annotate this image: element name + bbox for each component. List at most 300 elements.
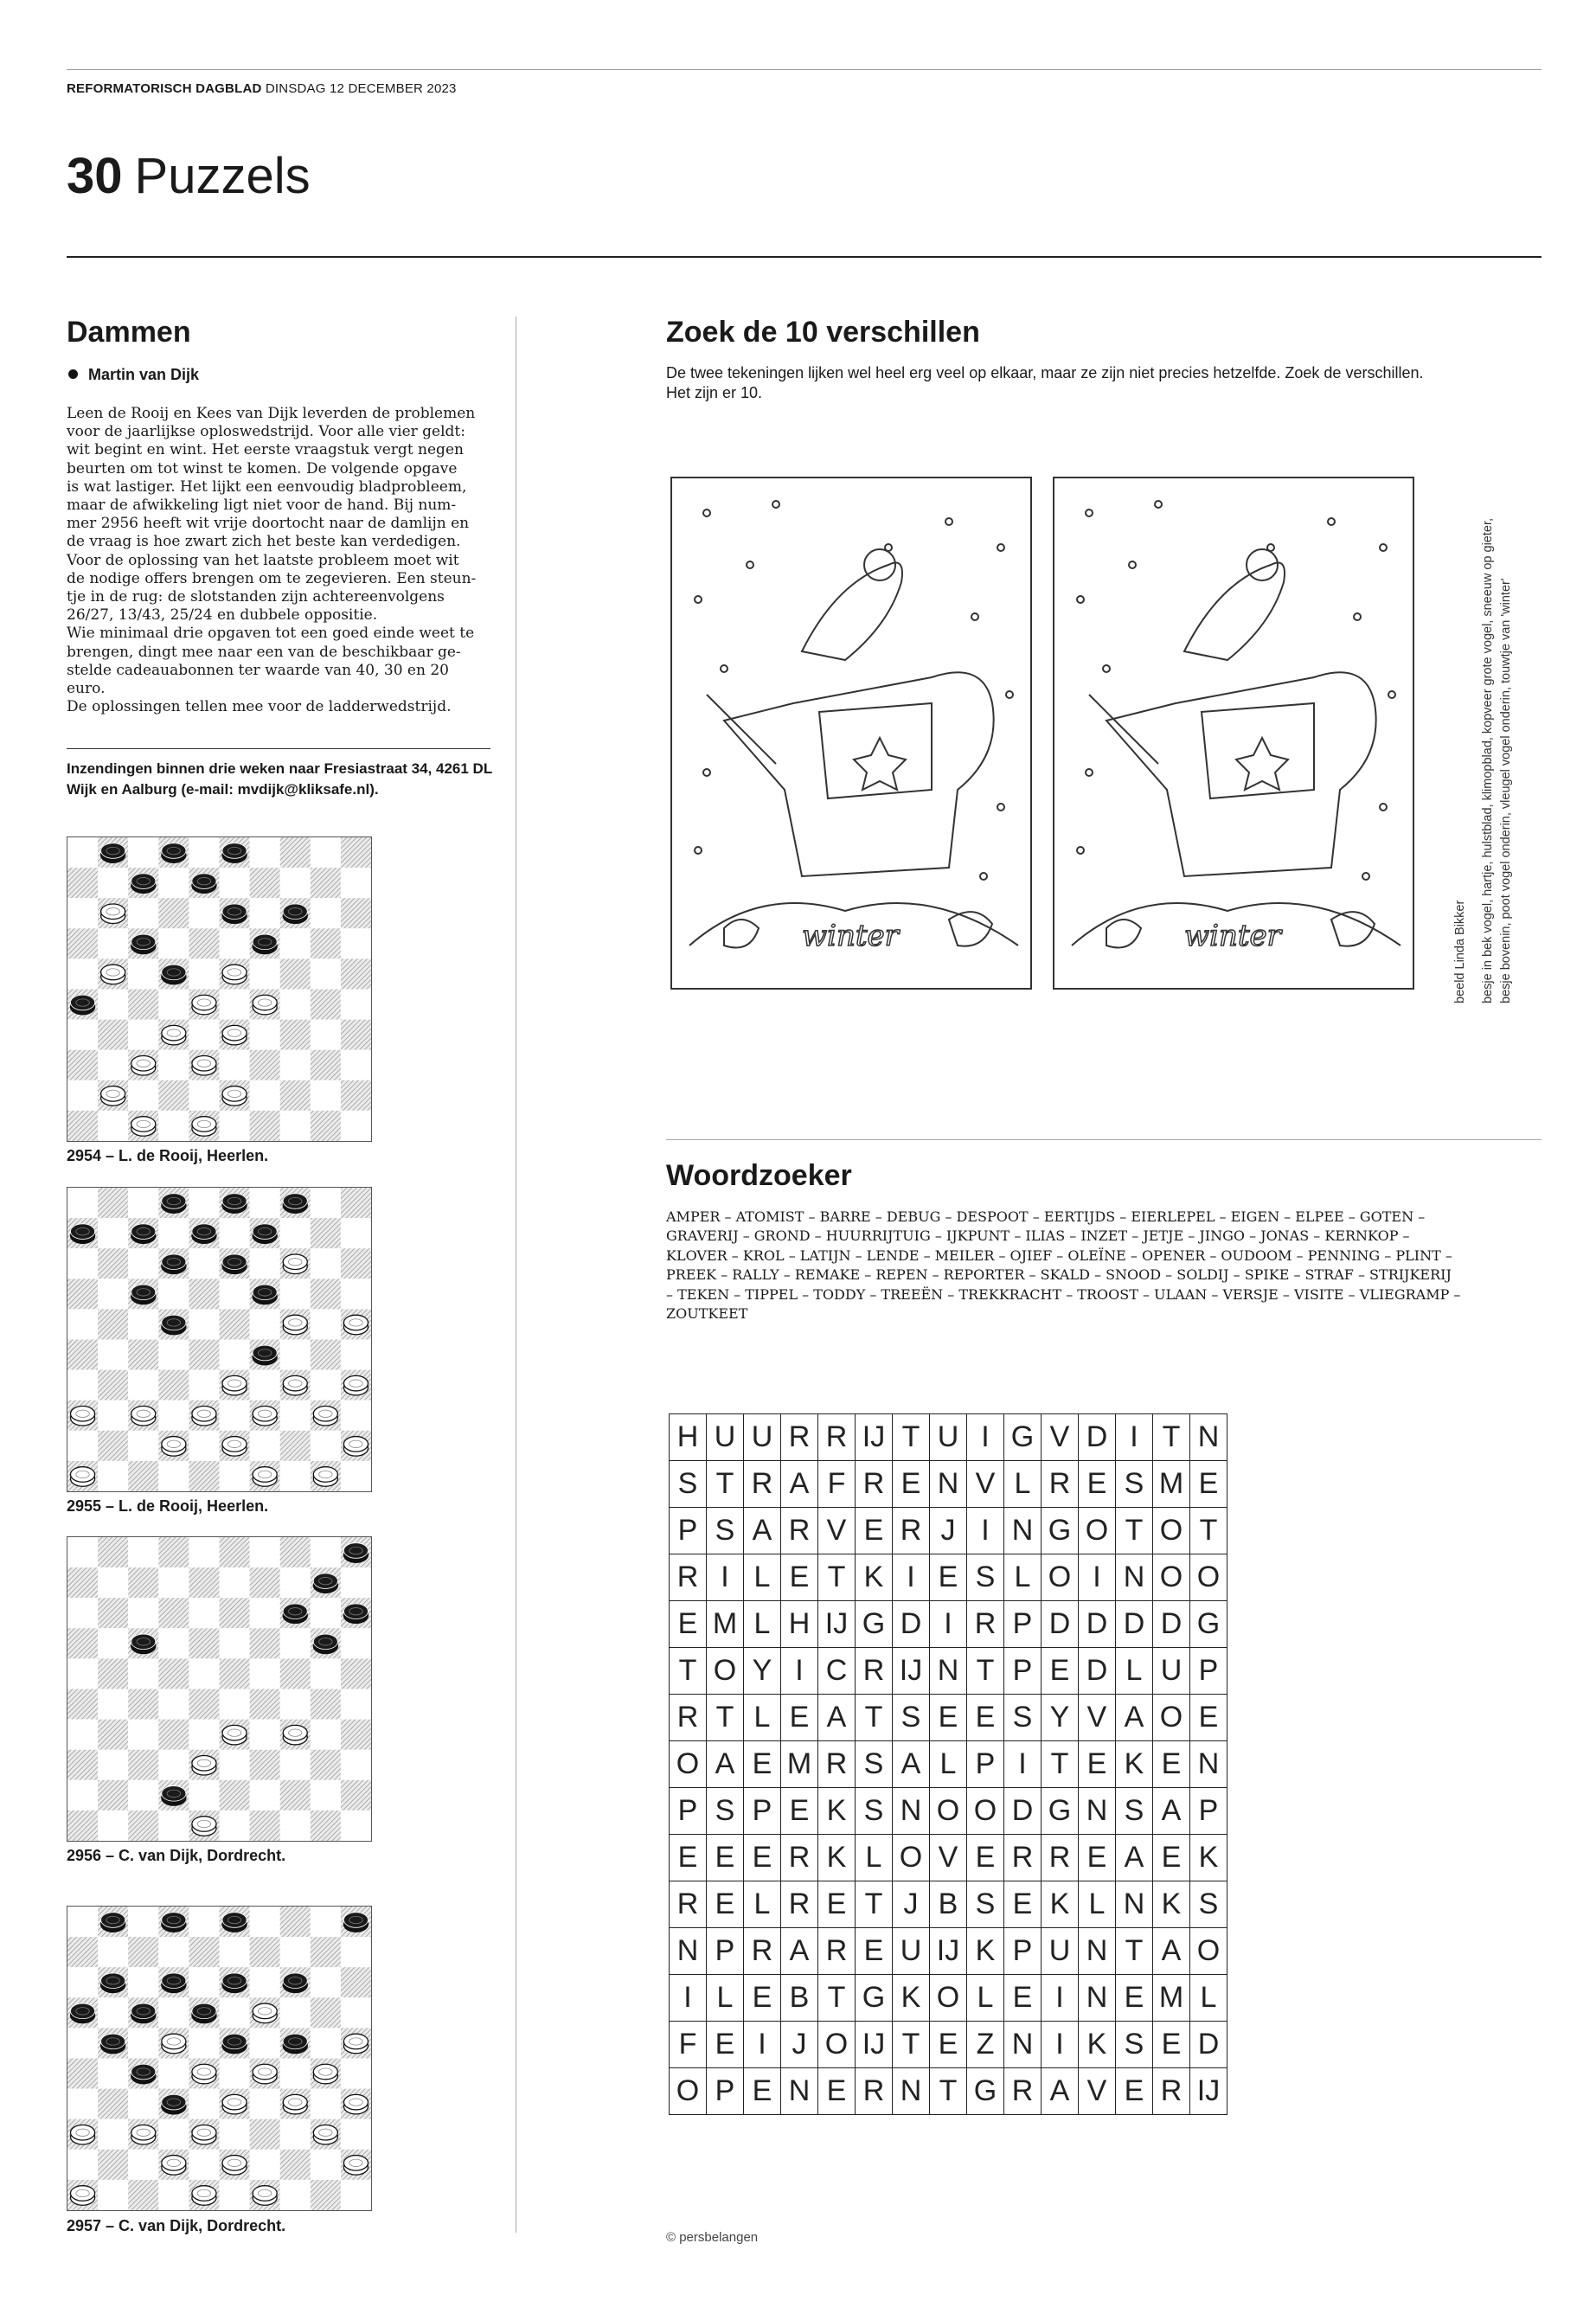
grid-cell[interactable]: V	[1042, 1414, 1079, 1461]
grid-cell[interactable]: I	[781, 1648, 818, 1695]
grid-cell[interactable]: N	[930, 1648, 967, 1695]
grid-cell[interactable]: V	[930, 1835, 967, 1881]
masthead	[67, 81, 457, 96]
grid-cell[interactable]: N	[893, 1788, 930, 1835]
board-square	[189, 1598, 219, 1628]
white-piece	[131, 1117, 156, 1137]
grid-cell[interactable]: C	[818, 1648, 856, 1695]
board-square	[98, 1340, 128, 1370]
grid-cell[interactable]: G	[1042, 1508, 1079, 1554]
grid-cell[interactable]: D	[1004, 1788, 1042, 1835]
grid-cell[interactable]: E	[1116, 2068, 1153, 2115]
grid-cell[interactable]: K	[818, 1788, 856, 1835]
grid-cell[interactable]: P	[707, 1928, 744, 1975]
white-piece	[253, 2003, 277, 2023]
board-square	[250, 1248, 280, 1279]
grid-cell[interactable]: L	[1004, 1461, 1042, 1508]
grid-cell[interactable]: E	[670, 1601, 707, 1648]
board-square	[128, 1720, 158, 1750]
grid-cell[interactable]: K	[1079, 2022, 1116, 2068]
grid-cell[interactable]: K	[1153, 1881, 1190, 1928]
grid-cell[interactable]: E	[818, 1881, 856, 1928]
grid-cell[interactable]: L	[1004, 1554, 1042, 1601]
grid-cell[interactable]: H	[781, 1601, 818, 1648]
board-square	[67, 1720, 98, 1750]
grid-cell[interactable]: D	[893, 1601, 930, 1648]
grid-cell[interactable]: E	[856, 1508, 893, 1554]
grid-cell[interactable]: S	[1116, 1788, 1153, 1835]
grid-cell[interactable]: M	[1153, 1461, 1190, 1508]
grid-cell[interactable]: P	[1004, 1601, 1042, 1648]
grid-cell[interactable]: H	[670, 1414, 707, 1461]
grid-cell[interactable]: IJ	[893, 1648, 930, 1695]
grid-cell[interactable]: N	[893, 2068, 930, 2115]
grid-cell[interactable]: P	[744, 1788, 781, 1835]
board-square	[280, 2119, 311, 2150]
board-square	[311, 1050, 341, 1080]
grid-cell[interactable]: S	[707, 1508, 744, 1554]
grid-cell[interactable]: T	[1190, 1508, 1227, 1554]
grid-cell[interactable]: G	[1004, 1414, 1042, 1461]
grid-cell[interactable]: I	[1079, 1554, 1116, 1601]
grid-cell[interactable]: K	[893, 1975, 930, 2022]
grid-cell[interactable]: T	[818, 1554, 856, 1601]
grid-cell[interactable]: A	[818, 1695, 856, 1741]
grid-cell[interactable]: E	[818, 2068, 856, 2115]
grid-cell[interactable]: T	[893, 2022, 930, 2068]
grid-cell[interactable]: E	[856, 1928, 893, 1975]
grid-cell[interactable]: S	[670, 1461, 707, 1508]
board-square	[341, 2059, 371, 2089]
grid-cell[interactable]: E	[1079, 1741, 1116, 1788]
grid-cell[interactable]: E	[1042, 1648, 1079, 1695]
grid-cell[interactable]: O	[1153, 1554, 1190, 1601]
grid-cell[interactable]: K	[1190, 1835, 1227, 1881]
board-square	[220, 1279, 250, 1309]
grid-cell[interactable]: E	[781, 1695, 818, 1741]
grid-cell[interactable]: R	[670, 1554, 707, 1601]
grid-cell[interactable]: I	[670, 1975, 707, 2022]
board-square	[311, 990, 341, 1020]
grid-cell[interactable]: L	[1116, 1648, 1153, 1695]
grid-cell[interactable]: E	[930, 2022, 967, 2068]
grid-cell[interactable]: S	[1190, 1881, 1227, 1928]
board-square	[250, 1780, 280, 1811]
grid-cell[interactable]: E	[1079, 1835, 1116, 1881]
grid-cell[interactable]: L	[744, 1881, 781, 1928]
grid-cell[interactable]: R	[781, 1414, 818, 1461]
grid-cell[interactable]: N	[1079, 1928, 1116, 1975]
grid-cell[interactable]: R	[1004, 1835, 1042, 1881]
board-square	[128, 1937, 158, 1967]
grid-cell[interactable]: E	[1190, 1695, 1227, 1741]
grid-cell[interactable]: R	[856, 1648, 893, 1695]
grid-cell[interactable]: M	[707, 1601, 744, 1648]
grid-cell[interactable]: E	[781, 1554, 818, 1601]
grid-cell[interactable]: N	[1079, 1975, 1116, 2022]
grid-cell[interactable]: O	[670, 1741, 707, 1788]
grid-cell[interactable]: E	[1153, 1835, 1190, 1881]
grid-cell[interactable]: D	[1116, 1601, 1153, 1648]
grid-cell[interactable]: U	[744, 1414, 781, 1461]
grid-cell[interactable]: A	[781, 1928, 818, 1975]
grid-cell[interactable]: V	[967, 1461, 1004, 1508]
board-square	[220, 2119, 250, 2150]
board-square	[128, 1598, 158, 1628]
grid-cell[interactable]: U	[893, 1928, 930, 1975]
grid-cell[interactable]: O	[1190, 1928, 1227, 1975]
grid-cell[interactable]: R	[670, 1695, 707, 1741]
grid-cell[interactable]: K	[1116, 1741, 1153, 1788]
grid-cell[interactable]: Z	[967, 2022, 1004, 2068]
grid-cell[interactable]: T	[707, 1695, 744, 1741]
board-square	[220, 928, 250, 958]
grid-cell[interactable]: A	[893, 1741, 930, 1788]
grid-cell[interactable]: N	[1190, 1741, 1227, 1788]
grid-cell[interactable]: R	[744, 1928, 781, 1975]
grid-cell[interactable]: L	[930, 1741, 967, 1788]
grid-cell[interactable]: IJ	[856, 2022, 893, 2068]
grid-cell[interactable]: U	[1042, 1928, 1079, 1975]
board-square	[128, 1188, 158, 1218]
grid-cell[interactable]: J	[893, 1881, 930, 1928]
grid-cell[interactable]: R	[818, 1741, 856, 1788]
grid-cell[interactable]: D	[1042, 1601, 1079, 1648]
grid-cell[interactable]: M	[1153, 1975, 1190, 2022]
grid-cell[interactable]: S	[1116, 1461, 1153, 1508]
grid-cell[interactable]: T	[1153, 1414, 1190, 1461]
grid-cell[interactable]: E	[1079, 1461, 1116, 1508]
board-square	[189, 1720, 219, 1750]
grid-cell[interactable]: G	[856, 1601, 893, 1648]
black-piece	[222, 1194, 247, 1214]
board-square	[158, 1628, 189, 1658]
grid-cell[interactable]: N	[1004, 2022, 1042, 2068]
grid-cell[interactable]: S	[1116, 2022, 1153, 2068]
grid-cell[interactable]: E	[1116, 1975, 1153, 2022]
grid-cell[interactable]: I	[1116, 1414, 1153, 1461]
grid-cell[interactable]: IJ	[1190, 2068, 1227, 2115]
grid-cell[interactable]: L	[967, 1975, 1004, 2022]
drawing-word: winter	[802, 919, 899, 953]
grid-cell[interactable]: T	[856, 1695, 893, 1741]
white-piece	[162, 2034, 186, 2054]
black-piece	[253, 1345, 277, 1365]
grid-cell[interactable]: O	[1190, 1554, 1227, 1601]
board-square	[341, 1461, 371, 1491]
grid-cell[interactable]: K	[856, 1554, 893, 1601]
grid-cell[interactable]: R	[1042, 1835, 1079, 1881]
grid-cell[interactable]: R	[856, 2068, 893, 2115]
grid-cell[interactable]: E	[1190, 1461, 1227, 1508]
board-square	[220, 1309, 250, 1339]
grid-cell[interactable]: K	[1042, 1881, 1079, 1928]
grid-cell[interactable]: L	[744, 1695, 781, 1741]
grid-cell[interactable]: M	[781, 1741, 818, 1788]
grid-cell[interactable]: T	[930, 2068, 967, 2115]
grid-cell[interactable]: L	[744, 1601, 781, 1648]
grid-cell[interactable]: T	[1116, 1508, 1153, 1554]
grid-cell[interactable]: P	[670, 1788, 707, 1835]
grid-cell[interactable]: A	[1116, 1835, 1153, 1881]
grid-cell[interactable]: U	[930, 1414, 967, 1461]
grid-cell[interactable]: S	[856, 1788, 893, 1835]
board-square	[128, 2150, 158, 2180]
grid-cell[interactable]: N	[1116, 1554, 1153, 1601]
grid-cell[interactable]: T	[967, 1648, 1004, 1695]
board-square	[311, 958, 341, 989]
grid-cell[interactable]: O	[967, 1788, 1004, 1835]
grid-cell[interactable]: R	[818, 1928, 856, 1975]
board-square	[67, 1750, 98, 1780]
grid-cell[interactable]: I	[744, 2022, 781, 2068]
grid-cell[interactable]: T	[670, 1648, 707, 1695]
board-square	[220, 1537, 250, 1567]
black-piece	[283, 2034, 307, 2054]
draughts-board-2955	[67, 1187, 372, 1492]
grid-cell[interactable]: IJ	[856, 1414, 893, 1461]
grid-cell[interactable]: L	[1190, 1975, 1227, 2022]
grid-cell[interactable]: O	[1153, 1695, 1190, 1741]
grid-cell[interactable]: D	[1079, 1414, 1116, 1461]
white-piece	[162, 1025, 186, 1045]
grid-cell[interactable]: I	[707, 1554, 744, 1601]
white-piece	[222, 1086, 247, 1106]
grid-cell[interactable]: A	[1116, 1695, 1153, 1741]
grid-cell[interactable]: P	[967, 1741, 1004, 1788]
grid-cell[interactable]: V	[1079, 2068, 1116, 2115]
dammen-body: Leen de Rooij en Kees van Dijk leverden de problemen voor de jaarlijkse oploswedstrijd. Voor alle vier geldt: wit begint en wint. Het eerste vraagstuk vergt negen beurten om tot winst te komen. De volgende opgave is wat lastiger. Het lijkt een eenvoudig bladprobleem, maar de afwikkeling ligt niet voor de hand. Bij num- mer 2956 heeft wit vrije doortocht naar de damlijn en de vraag is hoe zwart zich het beste kan verdedigen. Voor de oplossing van het laatste probleem moet wit de nodige offers brengen om te zegevieren. Een steun- tje in de rug: de slotstanden zijn achtereenvolgens 26/27, 13/43, 25/24 en dubbele oppositie. Wie minimaal drie opgaven tot een goed einde weet te brengen, dingt mee naar een van de beschikbaar ge- stelde cadeauabonnen ter waarde van 40, 30 en 20 euro. De oplossingen tellen mee voor de ladderwedstrijd.	[67, 405, 477, 716]
grid-cell[interactable]: P	[1190, 1648, 1227, 1695]
grid-cell[interactable]: E	[707, 1835, 744, 1881]
grid-cell[interactable]: G	[967, 2068, 1004, 2115]
board-square	[67, 1967, 98, 1997]
draughts-board-2956	[67, 1536, 372, 1842]
grid-cell[interactable]: U	[707, 1414, 744, 1461]
grid-row	[670, 1508, 1227, 1554]
grid-cell[interactable]: Y	[1042, 1695, 1079, 1741]
grid-cell[interactable]: R	[670, 1881, 707, 1928]
grid-cell[interactable]: L	[707, 1975, 744, 2022]
grid-cell[interactable]: I	[967, 1414, 1004, 1461]
board-square	[128, 898, 158, 928]
white-piece	[253, 2064, 277, 2084]
grid-cell[interactable]: N	[781, 2068, 818, 2115]
grid-cell[interactable]: O	[930, 1788, 967, 1835]
grid-cell[interactable]: O	[707, 1648, 744, 1695]
grid-cell[interactable]: T	[818, 1975, 856, 2022]
grid-cell[interactable]: N	[670, 1928, 707, 1975]
grid-cell[interactable]: E	[967, 1695, 1004, 1741]
grid-cell[interactable]: A	[1153, 1928, 1190, 1975]
grid-cell[interactable]: K	[818, 1835, 856, 1881]
grid-cell[interactable]: S	[1004, 1695, 1042, 1741]
grid-cell[interactable]: P	[707, 2068, 744, 2115]
board-square	[341, 1689, 371, 1720]
grid-cell[interactable]: R	[744, 1461, 781, 1508]
black-piece	[162, 965, 186, 984]
black-piece	[101, 843, 125, 863]
grid-cell[interactable]: E	[744, 1975, 781, 2022]
grid-cell[interactable]: E	[1004, 1975, 1042, 2022]
grid-cell[interactable]: R	[781, 1881, 818, 1928]
grid-cell[interactable]: S	[856, 1741, 893, 1788]
board-square	[220, 1340, 250, 1370]
grid-cell[interactable]: R	[818, 1414, 856, 1461]
grid-cell[interactable]: I	[967, 1508, 1004, 1554]
grid-cell[interactable]: E	[1004, 1881, 1042, 1928]
grid-cell[interactable]: E	[967, 1835, 1004, 1881]
grid-cell[interactable]: I	[1042, 2022, 1079, 2068]
grid-cell[interactable]: S	[707, 1788, 744, 1835]
board-square	[98, 1598, 128, 1628]
grid-cell[interactable]: T	[893, 1414, 930, 1461]
grid-cell[interactable]: A	[1153, 1788, 1190, 1835]
board-square	[311, 1780, 341, 1811]
grid-cell[interactable]: E	[1153, 2022, 1190, 2068]
grid-cell[interactable]: O	[670, 2068, 707, 2115]
grid-cell[interactable]: B	[930, 1881, 967, 1928]
white-piece	[162, 1437, 186, 1457]
grid-cell[interactable]: E	[781, 1788, 818, 1835]
board-square	[158, 1567, 189, 1598]
grid-cell[interactable]: G	[856, 1975, 893, 2022]
grid-cell[interactable]: P	[1004, 1648, 1042, 1695]
board-square	[280, 1937, 311, 1967]
grid-cell[interactable]: O	[930, 1975, 967, 2022]
grid-cell[interactable]: P	[1004, 1928, 1042, 1975]
black-piece	[131, 1224, 156, 1244]
grid-cell[interactable]: N	[1079, 1788, 1116, 1835]
board-square	[250, 898, 280, 928]
grid-cell[interactable]: T	[856, 1881, 893, 1928]
grid-cell[interactable]: E	[1153, 1741, 1190, 1788]
grid-cell[interactable]: O	[818, 2022, 856, 2068]
grid-cell[interactable]: E	[930, 1554, 967, 1601]
grid-cell[interactable]: R	[1042, 1461, 1079, 1508]
black-piece	[71, 2003, 95, 2023]
grid-cell[interactable]: P	[1190, 1788, 1227, 1835]
grid-cell[interactable]: E	[670, 1835, 707, 1881]
grid-cell[interactable]: Y	[744, 1648, 781, 1695]
board-square	[158, 1340, 189, 1370]
grid-cell[interactable]: O	[893, 1835, 930, 1881]
grid-cell[interactable]: R	[1004, 2068, 1042, 2115]
board-square	[280, 1400, 311, 1431]
board-square	[311, 2180, 341, 2210]
grid-cell[interactable]: E	[744, 1741, 781, 1788]
grid-cell[interactable]: S	[893, 1695, 930, 1741]
grid-cell[interactable]: T	[1116, 1928, 1153, 1975]
grid-cell[interactable]: J	[781, 2022, 818, 2068]
grid-cell[interactable]: D	[1079, 1601, 1116, 1648]
grid-cell[interactable]: U	[1153, 1648, 1190, 1695]
board-square	[128, 990, 158, 1020]
grid-cell[interactable]: D	[1079, 1648, 1116, 1695]
grid-cell[interactable]: L	[856, 1835, 893, 1881]
grid-cell[interactable]: I	[1042, 1975, 1079, 2022]
board-square	[189, 1689, 219, 1720]
grid-cell[interactable]: F	[818, 1461, 856, 1508]
board-square	[250, 1188, 280, 1218]
grid-cell[interactable]: E	[744, 2068, 781, 2115]
grid-cell[interactable]: G	[1190, 1601, 1227, 1648]
grid-cell[interactable]: A	[781, 1461, 818, 1508]
grid-cell[interactable]: R	[781, 1508, 818, 1554]
grid-cell[interactable]: R	[967, 1601, 1004, 1648]
grid-cell[interactable]: I	[893, 1554, 930, 1601]
grid-cell[interactable]: IJ	[930, 1928, 967, 1975]
grid-cell[interactable]: E	[930, 1695, 967, 1741]
grid-cell[interactable]: L	[744, 1554, 781, 1601]
grid-row	[670, 1741, 1227, 1788]
grid-cell[interactable]: P	[670, 1508, 707, 1554]
grid-cell[interactable]: E	[744, 1835, 781, 1881]
grid-cell[interactable]: S	[967, 1881, 1004, 1928]
grid-cell[interactable]: F	[670, 2022, 707, 2068]
board-square	[158, 1111, 189, 1141]
board-square	[158, 928, 189, 958]
grid-cell[interactable]: R	[856, 1461, 893, 1508]
grid-row	[670, 2068, 1227, 2115]
grid-cell[interactable]: R	[1153, 2068, 1190, 2115]
grid-cell[interactable]: K	[967, 1928, 1004, 1975]
grid-cell[interactable]: V	[1079, 1695, 1116, 1741]
grid-cell[interactable]: B	[781, 1975, 818, 2022]
grid-cell[interactable]: E	[893, 1461, 930, 1508]
grid-cell[interactable]: D	[1153, 1601, 1190, 1648]
white-piece	[343, 1437, 368, 1457]
board-square	[128, 2028, 158, 2058]
grid-cell[interactable]: I	[930, 1601, 967, 1648]
grid-cell[interactable]: O	[1153, 1508, 1190, 1554]
grid-cell[interactable]: S	[967, 1554, 1004, 1601]
board-square	[311, 1111, 341, 1141]
grid-cell[interactable]: A	[707, 1741, 744, 1788]
black-piece	[192, 2003, 216, 2023]
grid-cell[interactable]: L	[1079, 1881, 1116, 1928]
grid-cell[interactable]: T	[707, 1461, 744, 1508]
grid-cell[interactable]: V	[818, 1508, 856, 1554]
board-caption: 2954 – L. de Rooij, Heerlen.	[67, 1147, 269, 1164]
grid-cell[interactable]: R	[781, 1835, 818, 1881]
grid-cell[interactable]: D	[1190, 2022, 1227, 2068]
black-piece	[283, 904, 307, 924]
black-piece	[162, 1973, 186, 1993]
grid-cell[interactable]: N	[1116, 1881, 1153, 1928]
grid-cell[interactable]: A	[744, 1508, 781, 1554]
grid-cell[interactable]: N	[1004, 1508, 1042, 1554]
grid-cell[interactable]: IJ	[818, 1601, 856, 1648]
grid-cell[interactable]: R	[893, 1508, 930, 1554]
grid-cell[interactable]: N	[930, 1461, 967, 1508]
black-piece	[192, 874, 216, 894]
section-name: Puzzels	[134, 148, 311, 204]
grid-cell[interactable]: E	[707, 2022, 744, 2068]
grid-cell[interactable]: O	[1079, 1508, 1116, 1554]
board-square	[98, 1811, 128, 1841]
grid-cell[interactable]: O	[1042, 1554, 1079, 1601]
grid-cell[interactable]: G	[1042, 1788, 1079, 1835]
grid-cell[interactable]: I	[1004, 1741, 1042, 1788]
grid-cell[interactable]: E	[707, 1881, 744, 1928]
grid-cell[interactable]: N	[1190, 1414, 1227, 1461]
grid-cell[interactable]: T	[1042, 1741, 1079, 1788]
grid-cell[interactable]: A	[1042, 2068, 1079, 2115]
grid-cell[interactable]: J	[930, 1508, 967, 1554]
board-square	[98, 2119, 128, 2150]
white-piece	[343, 2094, 368, 2114]
